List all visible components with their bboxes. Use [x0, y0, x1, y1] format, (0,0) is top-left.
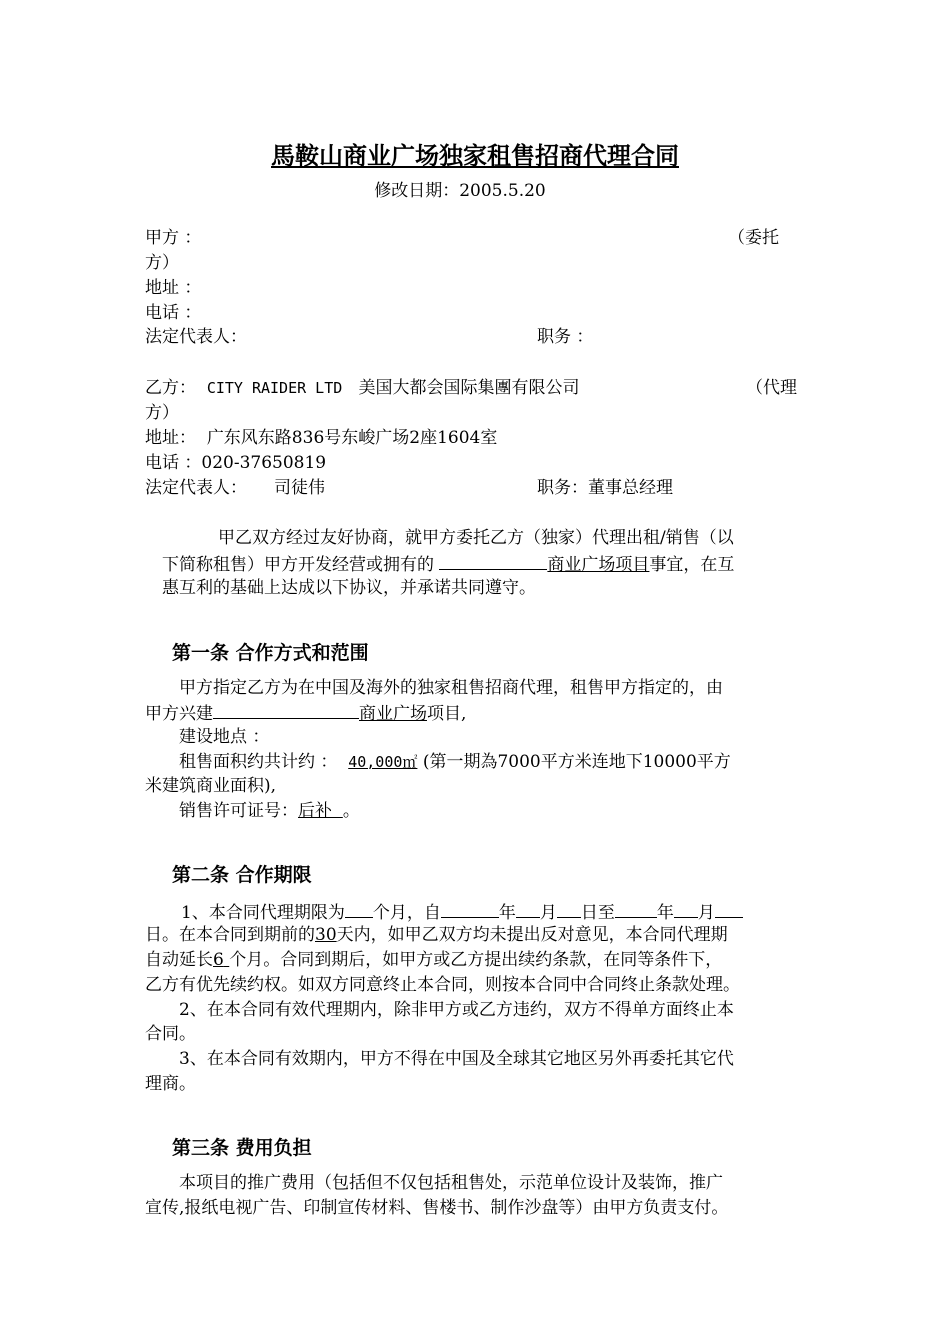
clause-text: 年: [656, 903, 674, 923]
party-a-phone: 电话 ：: [145, 303, 202, 323]
party-a-role: （委托: [728, 228, 779, 248]
area-note-2: 米建筑商业面积),: [145, 776, 277, 796]
article-1-text: 甲方兴建: [145, 704, 213, 724]
article-1-line-1: 甲方指定乙方为在中国及海外的独家租售招商代理，租售甲方指定的，由: [179, 678, 723, 698]
clause-text: 月: [539, 903, 557, 923]
clause-text: 个月。合同到期后，如甲方或乙方提出续约条款，在同等条件下，: [229, 950, 723, 970]
clause-text: 日。在本合同到期前的: [145, 925, 315, 945]
preamble-text: 下简称租售）甲方开发经营或拥有的: [162, 555, 434, 575]
area-value: 40,000㎡: [348, 753, 418, 771]
preamble-line-2: [162, 551, 734, 577]
party-a-rep: 法定代表人：: [145, 327, 247, 347]
permit-end: 。: [342, 801, 360, 821]
clause-text: 月: [697, 903, 715, 923]
article-1-line-2: [145, 700, 466, 726]
project-name-blank: [439, 551, 547, 570]
article-2-clause-3-cont: 理商。: [145, 1074, 196, 1094]
article-2-clause-2-cont: 合同。: [145, 1024, 196, 1044]
article-2-clause-3: 3、在本合同有效期内，甲方不得在中国及全球其它地区另外再委托其它代: [179, 1049, 734, 1069]
end-year-blank: [615, 899, 657, 918]
party-b-company-cn: 美国大都会国际集團有限公司: [358, 378, 580, 398]
permit-value: 后补: [298, 801, 332, 821]
extension-months: 6: [213, 950, 224, 970]
article-3-line-2: 宣传,报纸电视广告、印制宣传材料、售楼书、制作沙盘等）由甲方负责支付。: [145, 1198, 729, 1218]
article-1-project: 商业广场: [359, 704, 427, 724]
clause-text: 年: [498, 903, 516, 923]
party-b-address-line: [145, 426, 497, 450]
revision-date: 修改日期：2005.5.20: [374, 181, 546, 201]
area-note: (第一期為7000平方米连地下10000平方: [422, 752, 731, 772]
party-b-label: 乙方：: [145, 378, 196, 398]
party-a-address: 地址 ：: [145, 278, 202, 298]
party-b-title: 职务：董事总经理: [537, 478, 673, 498]
preamble-line-1: 甲乙双方经过友好协商，就甲方委托乙方（独家）代理出租/销售（以: [218, 528, 734, 548]
article-1-heading: 第一条 合作方式和范围: [172, 642, 369, 664]
party-b-role-close: 方）: [145, 403, 179, 423]
party-b-address: 广东风东路836号东峻广场2座1604室: [206, 428, 498, 448]
document-title: 馬鞍山商业广场独家租售招商代理合同: [271, 142, 679, 170]
project-blank: [213, 700, 359, 719]
party-b-role: （代理: [746, 378, 797, 398]
party-b-line: [145, 376, 580, 400]
article-2-line-4: 乙方有优先续约权。如双方同意终止本合同，则按本合同中合同终止条款处理。: [145, 975, 740, 995]
article-3-heading: 第三条 费用负担: [172, 1137, 312, 1159]
site-label: 建设地点 ：: [179, 727, 270, 747]
party-b-rep-line: [145, 476, 325, 500]
article-2-clause-2: 2、在本合同有效代理期内，除非甲方或乙方违约，双方不得单方面终止本: [179, 1000, 734, 1020]
clause-text: 自动延长: [145, 950, 213, 970]
notice-days: 30: [315, 925, 337, 945]
party-a-role-close: 方）: [145, 253, 179, 273]
area-label: 租售面积约共计约 ：: [179, 752, 338, 772]
end-month-blank: [674, 899, 698, 918]
party-a-label: 甲方 ：: [145, 228, 202, 248]
permit-line: [179, 799, 360, 823]
party-b-rep-name: 司徒伟: [274, 478, 326, 498]
party-b-address-label: 地址：: [145, 428, 196, 448]
party-b-company-en: CITY RAIDER LTD: [206, 379, 343, 397]
article-2-line-3: [145, 948, 722, 972]
permit-label: 销售许可证号：: [179, 801, 298, 821]
clause-text: 1、本合同代理期限为: [181, 903, 345, 923]
article-3-line-1: 本项目的推广费用（包括但不仅包括租售处，示范单位设计及装饰，推广: [179, 1173, 723, 1193]
clause-text: 日至: [580, 903, 615, 923]
party-b-rep-label: 法定代表人：: [145, 478, 247, 498]
clause-text: 个月，自: [372, 903, 441, 923]
clause-text: 天内，如甲乙双方均未提出反对意见，本合同代理期: [336, 925, 728, 945]
article-2-heading: 第二条 合作期限: [172, 864, 312, 886]
article-2-line-2: [145, 923, 728, 947]
preamble-text-2: 事宜，在互: [649, 555, 735, 575]
article-1-text-2: 项目,: [427, 704, 467, 724]
article-2-clause-1: [181, 899, 743, 925]
preamble-line-3: 惠互利的基础上达成以下协议，并承诺共同遵守。: [162, 578, 536, 598]
end-day-blank: [715, 899, 743, 918]
project-name: 商业广场项目: [547, 555, 650, 575]
party-a-title: 职务 ：: [537, 327, 594, 347]
party-b-phone: 电话 ：020-37650819: [145, 453, 327, 473]
months-blank: [345, 899, 373, 918]
start-month-blank: [516, 899, 540, 918]
start-day-blank: [557, 899, 581, 918]
start-year-blank: [441, 899, 499, 918]
area-line: [179, 750, 731, 774]
